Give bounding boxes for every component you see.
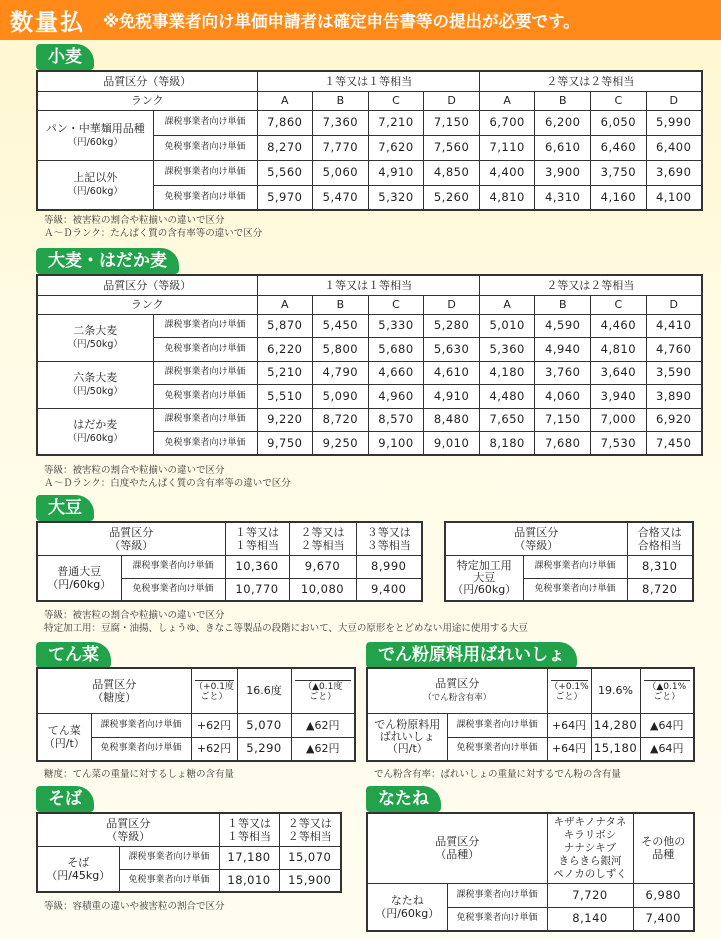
wheat-price-value: 4,310 [535,185,591,210]
wheat-price-value: 5,320 [368,185,424,210]
barley-price-value: 5,360 [479,338,535,362]
page-title: 数量払 [10,9,85,36]
potato-left-b: ごと） [555,692,583,703]
barley-price-value: 7,680 [535,432,591,456]
soy-col-3a: ３等又は [366,525,411,539]
barley-price-value: 9,220 [257,408,313,432]
rape-variety: ナナシキブ [563,841,617,854]
soy-value: 9,400 [356,578,422,601]
rape-hdr1: 品質区分 [435,835,480,849]
soy-special-unit: （円/60kg） [452,582,517,596]
beet-type-1: 課税事業者向け単価 [91,713,191,737]
soy-special-col-a: 合格又は [637,525,682,539]
barley-price-type: 課税事業者向け単価 [153,408,257,432]
rape-header [367,813,547,883]
rape-value: 6,980 [633,883,694,907]
rape-price-table [366,812,695,932]
barley-price-value: 6,220 [257,338,313,362]
section-label-beet: てん菜 [36,642,111,668]
barley-price-value: 8,480 [424,408,480,432]
wheat-rank-2: C [368,91,424,110]
section-label-barley: 大麦・はだか麦 [36,248,179,274]
barley-price-value: 9,250 [313,432,369,456]
barley-price-value: 5,630 [424,338,480,362]
barley-crop-unit: （円/50kg） [67,386,123,397]
soy-price-table [36,521,423,602]
soy-special-hdr1: 品質区分 [514,525,559,539]
barley-price-value: 4,590 [535,314,591,338]
wheat-price-value: 7,210 [368,110,424,135]
wheat-price-value: 6,200 [535,110,591,135]
barley-price-value: 4,610 [424,361,480,385]
soba-col-2b: ２等相当 [287,829,332,843]
barley-price-value: 7,000 [591,408,647,432]
soy-header-quality [37,522,225,555]
rape-row-name [367,883,447,931]
soy-special-type-1: 課税事業者向け単価 [523,555,627,578]
soba-type-1: 課税事業者向け単価 [119,846,219,869]
wheat-price-value: 7,360 [313,110,369,135]
barley-price-value: 7,650 [479,408,535,432]
rape-unit: （円/60kg） [375,906,440,920]
soba-col-2a: ２等又は [287,816,332,830]
arrow-right-icon [644,680,691,681]
barley-row-name [37,408,153,455]
soba-value: 18,010 [219,869,279,892]
wheat-price-value: 7,560 [424,135,480,160]
wheat-price-value: 5,060 [313,160,369,185]
soy-value: 10,360 [225,555,289,578]
soba-col-2 [279,813,341,846]
soba-value: 17,180 [219,846,279,869]
soba-note: 等級：容積重の違いや被害粒の割合で区分 [44,901,225,912]
soba-row-name [37,846,119,892]
barley-row-name [37,314,153,361]
barley-rank-4: A [479,295,535,314]
page-header [0,0,721,40]
section-label-wheat: 小麦 [36,44,94,70]
potato-value: 15,180 [591,737,640,761]
arrow-left-icon [551,680,588,681]
potato-unit: （円/t） [386,741,428,755]
soy-special-table [444,521,694,602]
barley-price-value: 4,810 [591,338,647,362]
beet-value: 5,070 [237,713,291,737]
wheat-price-value: 4,910 [368,160,424,185]
potato-header [367,668,547,713]
beet-minus: ▲62円 [291,737,355,761]
beet-left-b: ごと） [200,692,228,703]
barley-price-type: 課税事業者向け単価 [153,361,257,385]
rape-other-a: その他の [641,835,686,849]
barley-price-value: 4,910 [424,385,480,409]
soy-special-value: 8,720 [627,578,693,601]
header-note: ※免税事業者向け単価申請者は確定申告書等の提出が必要です。 [103,12,580,31]
soy-col-3 [356,522,422,555]
barley-rank-label: ランク [37,295,257,314]
beet-base: 16.6度 [237,668,291,713]
barley-crop-name: 六条大麦 [73,371,118,384]
beet-header [37,668,191,713]
soy-col-3b: ３等相当 [366,538,411,552]
barley-grade-1: １等又は１等相当 [257,275,479,295]
beet-type-2: 免税事業者向け単価 [91,737,191,761]
soy-value: 9,670 [289,555,356,578]
soy-col-1 [225,522,289,555]
wheat-price-value: 3,690 [646,160,702,185]
barley-price-value: 5,800 [313,338,369,362]
soy-hdr1: 品質区分 [109,525,154,539]
potato-base: 19.6% [591,668,640,713]
soba-hdr2: （等級） [106,829,151,843]
barley-header-quality: 品質区分（等級） [37,275,257,295]
rape-type-1: 課税事業者向け単価 [447,883,547,907]
beet-unit: （円/t） [43,736,85,750]
potato-row-name [367,713,447,761]
barley-price-value: 7,150 [535,408,591,432]
wheat-price-value: 3,900 [535,160,591,185]
barley-crop-name: 二条大麦 [73,324,118,337]
barley-price-value: 3,760 [535,361,591,385]
barley-rank-1: B [313,295,369,314]
barley-price-value: 4,460 [591,314,647,338]
potato-name-b: ばれいしょ [379,729,435,743]
soy-special-value: 8,310 [627,555,693,578]
barley-price-type: 免税事業者向け単価 [153,432,257,456]
wheat-rank-4: A [479,91,535,110]
soy-note-1: 等級：被害粒の割合や粒揃いの違いで区分 [44,610,225,621]
potato-left-a: （+0.1% [549,682,589,693]
rape-variety: キラリボシ [563,828,617,841]
barley-rank-5: B [535,295,591,314]
soba-col-1a: １等又は [227,816,271,830]
soy-hdr2: （等級） [109,538,154,552]
barley-note-1: 等級：被害粒の割合や粒揃いの違いで区分 [44,465,225,476]
wheat-price-value: 7,150 [424,110,480,135]
wheat-rank-7: D [646,91,702,110]
barley-price-value: 6,920 [646,408,702,432]
barley-price-value: 8,180 [479,432,535,456]
soy-special-header [445,522,627,555]
soy-unit: （円/60kg） [47,577,112,591]
wheat-price-value: 6,610 [535,135,591,160]
soy-special-col-b: 合格相当 [637,538,682,552]
beet-value: 5,290 [237,737,291,761]
rape-value: 8,140 [547,907,633,931]
barley-row-name [37,361,153,408]
section-label-soba: そば [36,786,94,812]
wheat-crop-name: 上記以外 [73,171,118,185]
wheat-rank-6: C [591,91,647,110]
wheat-rank-5: B [535,91,591,110]
wheat-price-value: 6,050 [591,110,647,135]
rape-variety: キザキノナタネ [553,815,627,828]
potato-type-1: 課税事業者向け単価 [447,713,547,737]
rape-other-b: 品種 [652,848,675,862]
potato-price-table [366,667,695,762]
soy-special-type-2: 免税事業者向け単価 [523,578,627,601]
arrow-right-icon [295,680,352,681]
barley-price-value: 5,330 [368,314,424,338]
potato-right-a: （▲0.1% [647,682,687,693]
barley-rank-7: D [646,295,702,314]
wheat-price-value: 4,160 [591,185,647,210]
wheat-price-value: 5,560 [257,160,313,185]
potato-minus: ▲64円 [640,737,694,761]
barley-price-value: 5,680 [368,338,424,362]
wheat-note-1: 等級：被害粒の割合や粒揃いの違いで区分 [44,215,225,226]
barley-price-value: 9,100 [368,432,424,456]
rape-col-other [633,813,694,883]
soy-special-name [445,555,523,601]
beet-hdr2: （糖度） [92,690,137,704]
potato-hdr1: 品質区分 [435,676,480,690]
wheat-crop-unit: （円/60kg） [67,186,123,198]
soba-col-1b: １等相当 [227,829,271,843]
wheat-price-table [36,70,703,211]
rape-variety: きらきら銀河 [558,854,622,867]
beet-plus: +62円 [191,713,237,737]
wheat-price-value: 4,810 [479,185,535,210]
barley-price-type: 免税事業者向け単価 [153,385,257,409]
barley-price-value: 4,660 [368,361,424,385]
barley-price-value: 4,940 [535,338,591,362]
beet-right-b: ごと） [309,692,337,703]
soba-name: そば [67,855,90,869]
wheat-price-value: 5,990 [646,110,702,135]
potato-name-a: でん粉原料用 [374,717,441,731]
beet-minus: ▲62円 [291,713,355,737]
barley-price-value: 9,750 [257,432,313,456]
wheat-price-value: 6,700 [479,110,535,135]
beet-hdr1: 品質区分 [92,677,137,691]
barley-price-value: 5,450 [313,314,369,338]
rape-value: 7,720 [547,883,633,907]
barley-note-2: Ａ～Ｄランク：白度やたんぱく質の含有率等の違いで区分 [44,478,291,489]
beet-name: てん菜 [47,723,81,737]
barley-rank-2: C [368,295,424,314]
soba-hdr1: 品質区分 [106,816,151,830]
beet-plus-col [191,668,237,713]
wheat-price-type: 課税事業者向け単価 [153,110,257,135]
barley-price-value: 7,530 [591,432,647,456]
soba-type-2: 免税事業者向け単価 [119,869,219,892]
barley-price-value: 4,790 [313,361,369,385]
barley-price-value: 3,940 [591,385,647,409]
potato-plus: +64円 [547,737,591,761]
soba-header [37,813,219,846]
soy-name: 普通大豆 [57,564,102,578]
wheat-price-type: 免税事業者向け単価 [153,185,257,210]
potato-minus-col [640,668,694,713]
barley-price-value: 8,720 [313,408,369,432]
beet-price-table [36,667,356,762]
barley-grade-2: ２等又は２等相当 [479,275,701,295]
wheat-crop-name: パン・中華麺用品種 [45,121,145,135]
wheat-price-value: 5,970 [257,185,313,210]
wheat-row-name [37,160,153,210]
soy-special-hdr2: （等級） [514,538,559,552]
beet-note: 糖度：てん菜の重量に対するしょ糖の含有量 [44,769,235,780]
barley-price-value: 5,510 [257,385,313,409]
barley-price-value: 7,450 [646,432,702,456]
beet-plus: +62円 [191,737,237,761]
wheat-price-value: 7,620 [368,135,424,160]
barley-crop-unit: （円/50kg） [67,339,123,350]
wheat-price-value: 4,100 [646,185,702,210]
barley-price-type: 課税事業者向け単価 [153,314,257,338]
beet-right-a: （▲0.1度 [303,682,343,693]
rape-hdr2: （品種） [435,848,480,862]
wheat-price-value: 6,400 [646,135,702,160]
soba-value: 15,070 [279,846,341,869]
potato-note: でん粉含有率：ばれいしょの重量に対するでん粉の含有量 [374,769,621,780]
barley-rank-6: C [591,295,647,314]
wheat-rank-1: B [313,91,369,110]
wheat-price-value: 6,460 [591,135,647,160]
barley-price-value: 3,590 [646,361,702,385]
barley-price-value: 9,010 [424,432,480,456]
wheat-rank-3: D [424,91,480,110]
rape-type-2: 免税事業者向け単価 [447,907,547,931]
soy-row-name [37,555,121,601]
section-label-soy: 大豆 [36,495,94,521]
soba-value: 15,900 [279,869,341,892]
wheat-price-type: 課税事業者向け単価 [153,160,257,185]
wheat-price-value: 5,470 [313,185,369,210]
wheat-note-2: Ａ～Ｄランク：たんぱく質の含有率等の違いで区分 [44,228,263,239]
barley-crop-unit: （円/60kg） [67,432,123,444]
soy-col-2 [289,522,356,555]
potato-minus: ▲64円 [640,713,694,737]
soy-value: 10,770 [225,578,289,601]
wheat-price-value: 3,750 [591,160,647,185]
soy-type-1: 課税事業者向け単価 [121,555,225,578]
barley-price-value: 4,410 [646,314,702,338]
soy-col-2b: ２等相当 [300,538,345,552]
barley-price-value: 4,060 [535,385,591,409]
wheat-header-quality: 品質区分（等級） [37,71,257,91]
barley-price-value: 3,640 [591,361,647,385]
rape-col-varieties [547,813,633,883]
barley-rank-0: A [257,295,313,314]
soy-special-name-a: 特定加工用 [456,558,512,572]
wheat-price-value: 7,770 [313,135,369,160]
wheat-rank-0: A [257,91,313,110]
soy-col-2a: ２等又は [300,525,345,539]
section-label-potato: でん粉原料用ばれいしょ [366,642,577,668]
potato-plus: +64円 [547,713,591,737]
barley-price-value: 4,760 [646,338,702,362]
rape-value: 7,400 [633,907,694,931]
barley-price-value: 5,210 [257,361,313,385]
barley-crop-name: はだか麦 [73,417,118,431]
soy-special-name-b: 大豆 [473,570,496,584]
wheat-price-value: 8,270 [257,135,313,160]
potato-value: 14,280 [591,713,640,737]
soy-special-col [627,522,693,555]
barley-price-value: 4,480 [479,385,535,409]
barley-price-value: 4,180 [479,361,535,385]
barley-price-value: 5,280 [424,314,480,338]
soy-value: 8,990 [356,555,422,578]
wheat-price-value: 5,260 [424,185,480,210]
potato-type-2: 免税事業者向け単価 [447,737,547,761]
soba-unit: （円/45kg） [46,868,111,882]
beet-row-name [37,713,91,761]
soy-value: 10,080 [289,578,356,601]
wheat-rank-label: ランク [37,91,257,110]
wheat-price-value: 4,850 [424,160,480,185]
wheat-price-value: 4,400 [479,160,535,185]
barley-price-value: 8,570 [368,408,424,432]
potato-plus-col [547,668,591,713]
arrow-left-icon [195,680,234,681]
barley-price-value: 3,890 [646,385,702,409]
beet-minus-col [291,668,355,713]
potato-right-b: ごと） [653,692,681,703]
barley-price-value: 5,090 [313,385,369,409]
barley-price-value: 5,010 [479,314,535,338]
soy-col-1a: １等又は [235,525,279,539]
wheat-grade-2: ２等又は２等相当 [479,71,701,91]
soy-col-1b: １等相当 [235,538,279,552]
rape-name: なたね [390,893,424,907]
soy-type-2: 免税事業者向け単価 [121,578,225,601]
barley-price-type: 免税事業者向け単価 [153,338,257,362]
beet-left-a: （+0.1度 [194,682,234,693]
soy-note-2: 特定加工用：豆腐・油揚、しょうゆ、きなこ等製品の段階において、大豆の原形をとどめない用途に使用する大豆 [44,623,528,634]
barley-price-value: 5,870 [257,314,313,338]
barley-price-table [36,274,703,456]
soba-col-1 [219,813,279,846]
wheat-price-value: 7,860 [257,110,313,135]
rape-variety: ペノカのしずく [553,867,627,880]
soba-price-table [36,812,342,893]
barley-price-value: 4,960 [368,385,424,409]
wheat-price-type: 免税事業者向け単価 [153,135,257,160]
wheat-row-name [37,110,153,160]
section-label-rape: なたね [366,786,441,812]
wheat-crop-unit: （円/60kg） [67,136,123,148]
potato-hdr2: （でん粉含有率） [423,692,492,703]
barley-rank-3: D [424,295,480,314]
wheat-grade-1: １等又は１等相当 [257,71,479,91]
wheat-price-value: 7,110 [479,135,535,160]
